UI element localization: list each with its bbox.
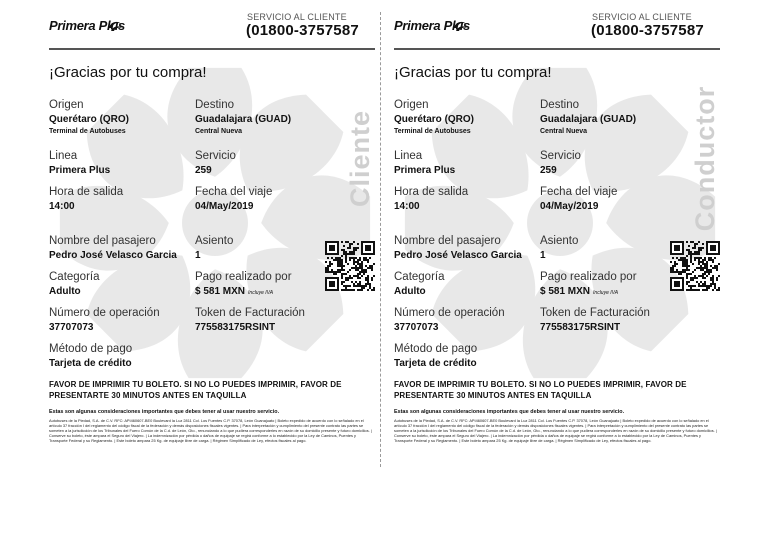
origin-terminal: Terminal de Autobuses	[49, 128, 126, 135]
service-field	[540, 150, 581, 176]
ticket-driver-copy	[387, 0, 723, 470]
line-value: Primera Plus	[394, 165, 456, 176]
billing-token-value: 775583175RSINT	[540, 322, 621, 333]
origin-value: Querétaro (QRO)	[49, 114, 130, 125]
trip-date-value: 04/May/2019	[540, 201, 599, 212]
thank-you-heading: ¡Gracias por tu compra!	[49, 64, 207, 81]
category-label: Categoría	[394, 271, 445, 283]
line-label: Linea	[394, 150, 423, 162]
brand-name: Primera Plus	[394, 18, 470, 33]
cut-line-divider	[380, 12, 381, 467]
header-rule	[394, 48, 720, 50]
qr-code-icon	[670, 241, 720, 291]
header-rule	[49, 48, 375, 50]
seat-field	[195, 235, 233, 261]
departure-value: 14:00	[394, 201, 420, 212]
category-value: Adulto	[394, 286, 426, 297]
customer-service-phone: (01800-3757587	[246, 22, 359, 39]
destination-field	[195, 99, 291, 135]
copy-label: Conductor	[690, 85, 721, 231]
legal-text: Autobuses de la Piedad, S.A. de C.V. RFC: API460607-BE0 Boulevard la Luz 2811 Col. Los Fuentes C.P. 37078, León Guanajuato | Boleto expedido de acuerdo con lo señalado en el artículo 37 fracción I del reglamento del código fiscal de la federación y demás disposiciones fiscales vigentes. | Para interpretación y cumplimiento del presente contrato las partes se someten a la jurisdicción de los Tribunales del Fuero Común de la C.d. de León, Gto., renunciando a lo que pudiera corresponderles en razón de su domicilio presente y futuro domicilios. | Conserve su boleto, éste ampara el Seguro del Viajero. | La indemnización por pérdida o daños de equipaje se regirá conforme a lo establecido por la Ley de Caminos, Puentes y Transporte Federal y su Reglamento. | Este boleto ampara 25 Kg. de equipaje libre de carga. | Régimen Simplificado de Ley, efectos fiscales al pago.	[49, 418, 372, 444]
swirl-logo-icon	[452, 19, 468, 33]
payment-method-label: Método de pago	[49, 343, 133, 355]
destination-value: Guadalajara (GUAD)	[195, 114, 292, 125]
destination-terminal: Central Nueva	[540, 128, 588, 135]
departure-label: Hora de salida	[394, 186, 469, 198]
operation-label: Número de operación	[394, 307, 505, 319]
origin-value: Querétaro (QRO)	[394, 114, 475, 125]
payment-method-value: Tarjeta de crédito	[49, 358, 132, 369]
passenger-label: Nombre del pasajero	[49, 235, 156, 247]
seat-field	[540, 235, 578, 261]
ticket-client-copy	[42, 0, 378, 470]
passenger-field	[49, 235, 177, 261]
passenger-value: Pedro José Velasco Garcia	[394, 250, 522, 261]
print-notice: FAVOR DE IMPRIMIR TU BOLETO. SI NO LO PUEDES IMPRIMIR, FAVOR DE PRESENTARTE 30 MINUTOS ANTES EN TAQUILLA	[394, 380, 687, 400]
operation-field	[394, 307, 505, 333]
thank-you-heading: ¡Gracias por tu compra!	[394, 64, 552, 81]
trip-date-label: Fecha del viaje	[540, 186, 618, 198]
origin-label: Origen	[394, 99, 429, 111]
considerations-title: Estas son algunas consideraciones importantes que debes tener al usar nuestro servicio.	[49, 409, 280, 415]
operation-field	[49, 307, 160, 333]
service-field	[195, 150, 236, 176]
seat-label: Asiento	[195, 235, 234, 247]
destination-value: Guadalajara (GUAD)	[540, 114, 637, 125]
tax-included-note: Incluye IVA	[593, 290, 619, 296]
seat-value: 1	[540, 250, 546, 261]
destination-label: Destino	[195, 99, 234, 111]
operation-value: 37707073	[394, 322, 439, 333]
category-field	[394, 271, 445, 297]
destination-field	[540, 99, 636, 135]
line-value: Primera Plus	[49, 165, 111, 176]
billing-token-value: 775583175RSINT	[195, 322, 276, 333]
considerations-title: Estas son algunas consideraciones importantes que debes tener al usar nuestro servicio.	[394, 409, 625, 415]
billing-token-field	[195, 307, 305, 333]
payment-amount-value: $ 581 MXN	[195, 286, 246, 297]
payment-method-label: Método de pago	[394, 343, 478, 355]
operation-label: Número de operación	[49, 307, 160, 319]
origin-field	[49, 99, 129, 135]
operation-value: 37707073	[49, 322, 94, 333]
departure-field	[394, 186, 468, 212]
seat-label: Asiento	[540, 235, 579, 247]
payment-amount-row	[540, 286, 637, 297]
customer-service-phone: (01800-3757587	[591, 22, 704, 39]
qr-code-icon	[325, 241, 375, 291]
line-field	[394, 150, 455, 176]
seat-value: 1	[195, 250, 201, 261]
billing-token-field	[540, 307, 650, 333]
line-label: Linea	[49, 150, 78, 162]
destination-label: Destino	[540, 99, 579, 111]
departure-label: Hora de salida	[49, 186, 124, 198]
service-label: Servicio	[195, 150, 236, 162]
brand-name: Primera Plus	[49, 18, 125, 33]
trip-date-value: 04/May/2019	[195, 201, 254, 212]
passenger-label: Nombre del pasajero	[394, 235, 501, 247]
origin-terminal: Terminal de Autobuses	[394, 128, 471, 135]
destination-terminal: Central Nueva	[195, 128, 243, 135]
origin-label: Origen	[49, 99, 84, 111]
passenger-value: Pedro José Velasco Garcia	[49, 250, 177, 261]
trip-date-label: Fecha del viaje	[195, 186, 273, 198]
payment-amount-value: $ 581 MXN	[540, 286, 591, 297]
phone-icon: (	[246, 22, 252, 39]
category-value: Adulto	[49, 286, 81, 297]
category-field	[49, 271, 100, 297]
departure-value: 14:00	[49, 201, 75, 212]
trip-date-field	[540, 186, 617, 212]
departure-field	[49, 186, 123, 212]
swirl-logo-icon	[107, 19, 123, 33]
tax-included-note: Incluye IVA	[248, 290, 274, 296]
brand-logo	[394, 18, 474, 36]
service-value: 259	[195, 165, 212, 176]
copy-label: Cliente	[345, 109, 376, 207]
payment-amount-label: Pago realizado por	[195, 271, 292, 283]
billing-token-label: Token de Facturación	[540, 307, 650, 319]
category-label: Categoría	[49, 271, 100, 283]
legal-text: Autobuses de la Piedad, S.A. de C.V. RFC: API460607-BE0 Boulevard la Luz 2811 Col. Los Fuentes C.P. 37078, León Guanajuato | Boleto expedido de acuerdo con lo señalado en el artículo 37 fracción I del reglamento del código fiscal de la federación y demás disposiciones fiscales vigentes. | Para interpretación y cumplimiento del presente contrato las partes se someten a la jurisdicción de los Tribunales del Fuero Común de la C.d. de León, Gto., renunciando a lo que pudiera corresponderles en razón de su domicilio presente y futuro domicilios. | Conserve su boleto, éste ampara el Seguro del Viajero. | La indemnización por pérdida o daños de equipaje se regirá conforme a lo establecido por la Ley de Caminos, Puentes y Transporte Federal y su Reglamento. | Este boleto ampara 25 Kg. de equipaje libre de carga. | Régimen Simplificado de Ley, efectos fiscales al pago.	[394, 418, 717, 444]
line-field	[49, 150, 110, 176]
passenger-field	[394, 235, 522, 261]
service-value: 259	[540, 165, 557, 176]
origin-field	[394, 99, 474, 135]
payment-amount-field	[195, 271, 292, 297]
payment-amount-row	[195, 286, 292, 297]
customer-service-label: SERVICIO AL CLIENTE	[247, 12, 347, 22]
service-label: Servicio	[540, 150, 581, 162]
payment-method-value: Tarjeta de crédito	[394, 358, 477, 369]
payment-amount-label: Pago realizado por	[540, 271, 637, 283]
payment-method-field	[394, 343, 477, 369]
brand-logo	[49, 18, 129, 36]
payment-method-field	[49, 343, 132, 369]
customer-service-label: SERVICIO AL CLIENTE	[592, 12, 692, 22]
trip-date-field	[195, 186, 272, 212]
billing-token-label: Token de Facturación	[195, 307, 305, 319]
payment-amount-field	[540, 271, 637, 297]
phone-icon: (	[591, 22, 597, 39]
print-notice: FAVOR DE IMPRIMIR TU BOLETO. SI NO LO PUEDES IMPRIMIR, FAVOR DE PRESENTARTE 30 MINUTOS ANTES EN TAQUILLA	[49, 380, 342, 400]
